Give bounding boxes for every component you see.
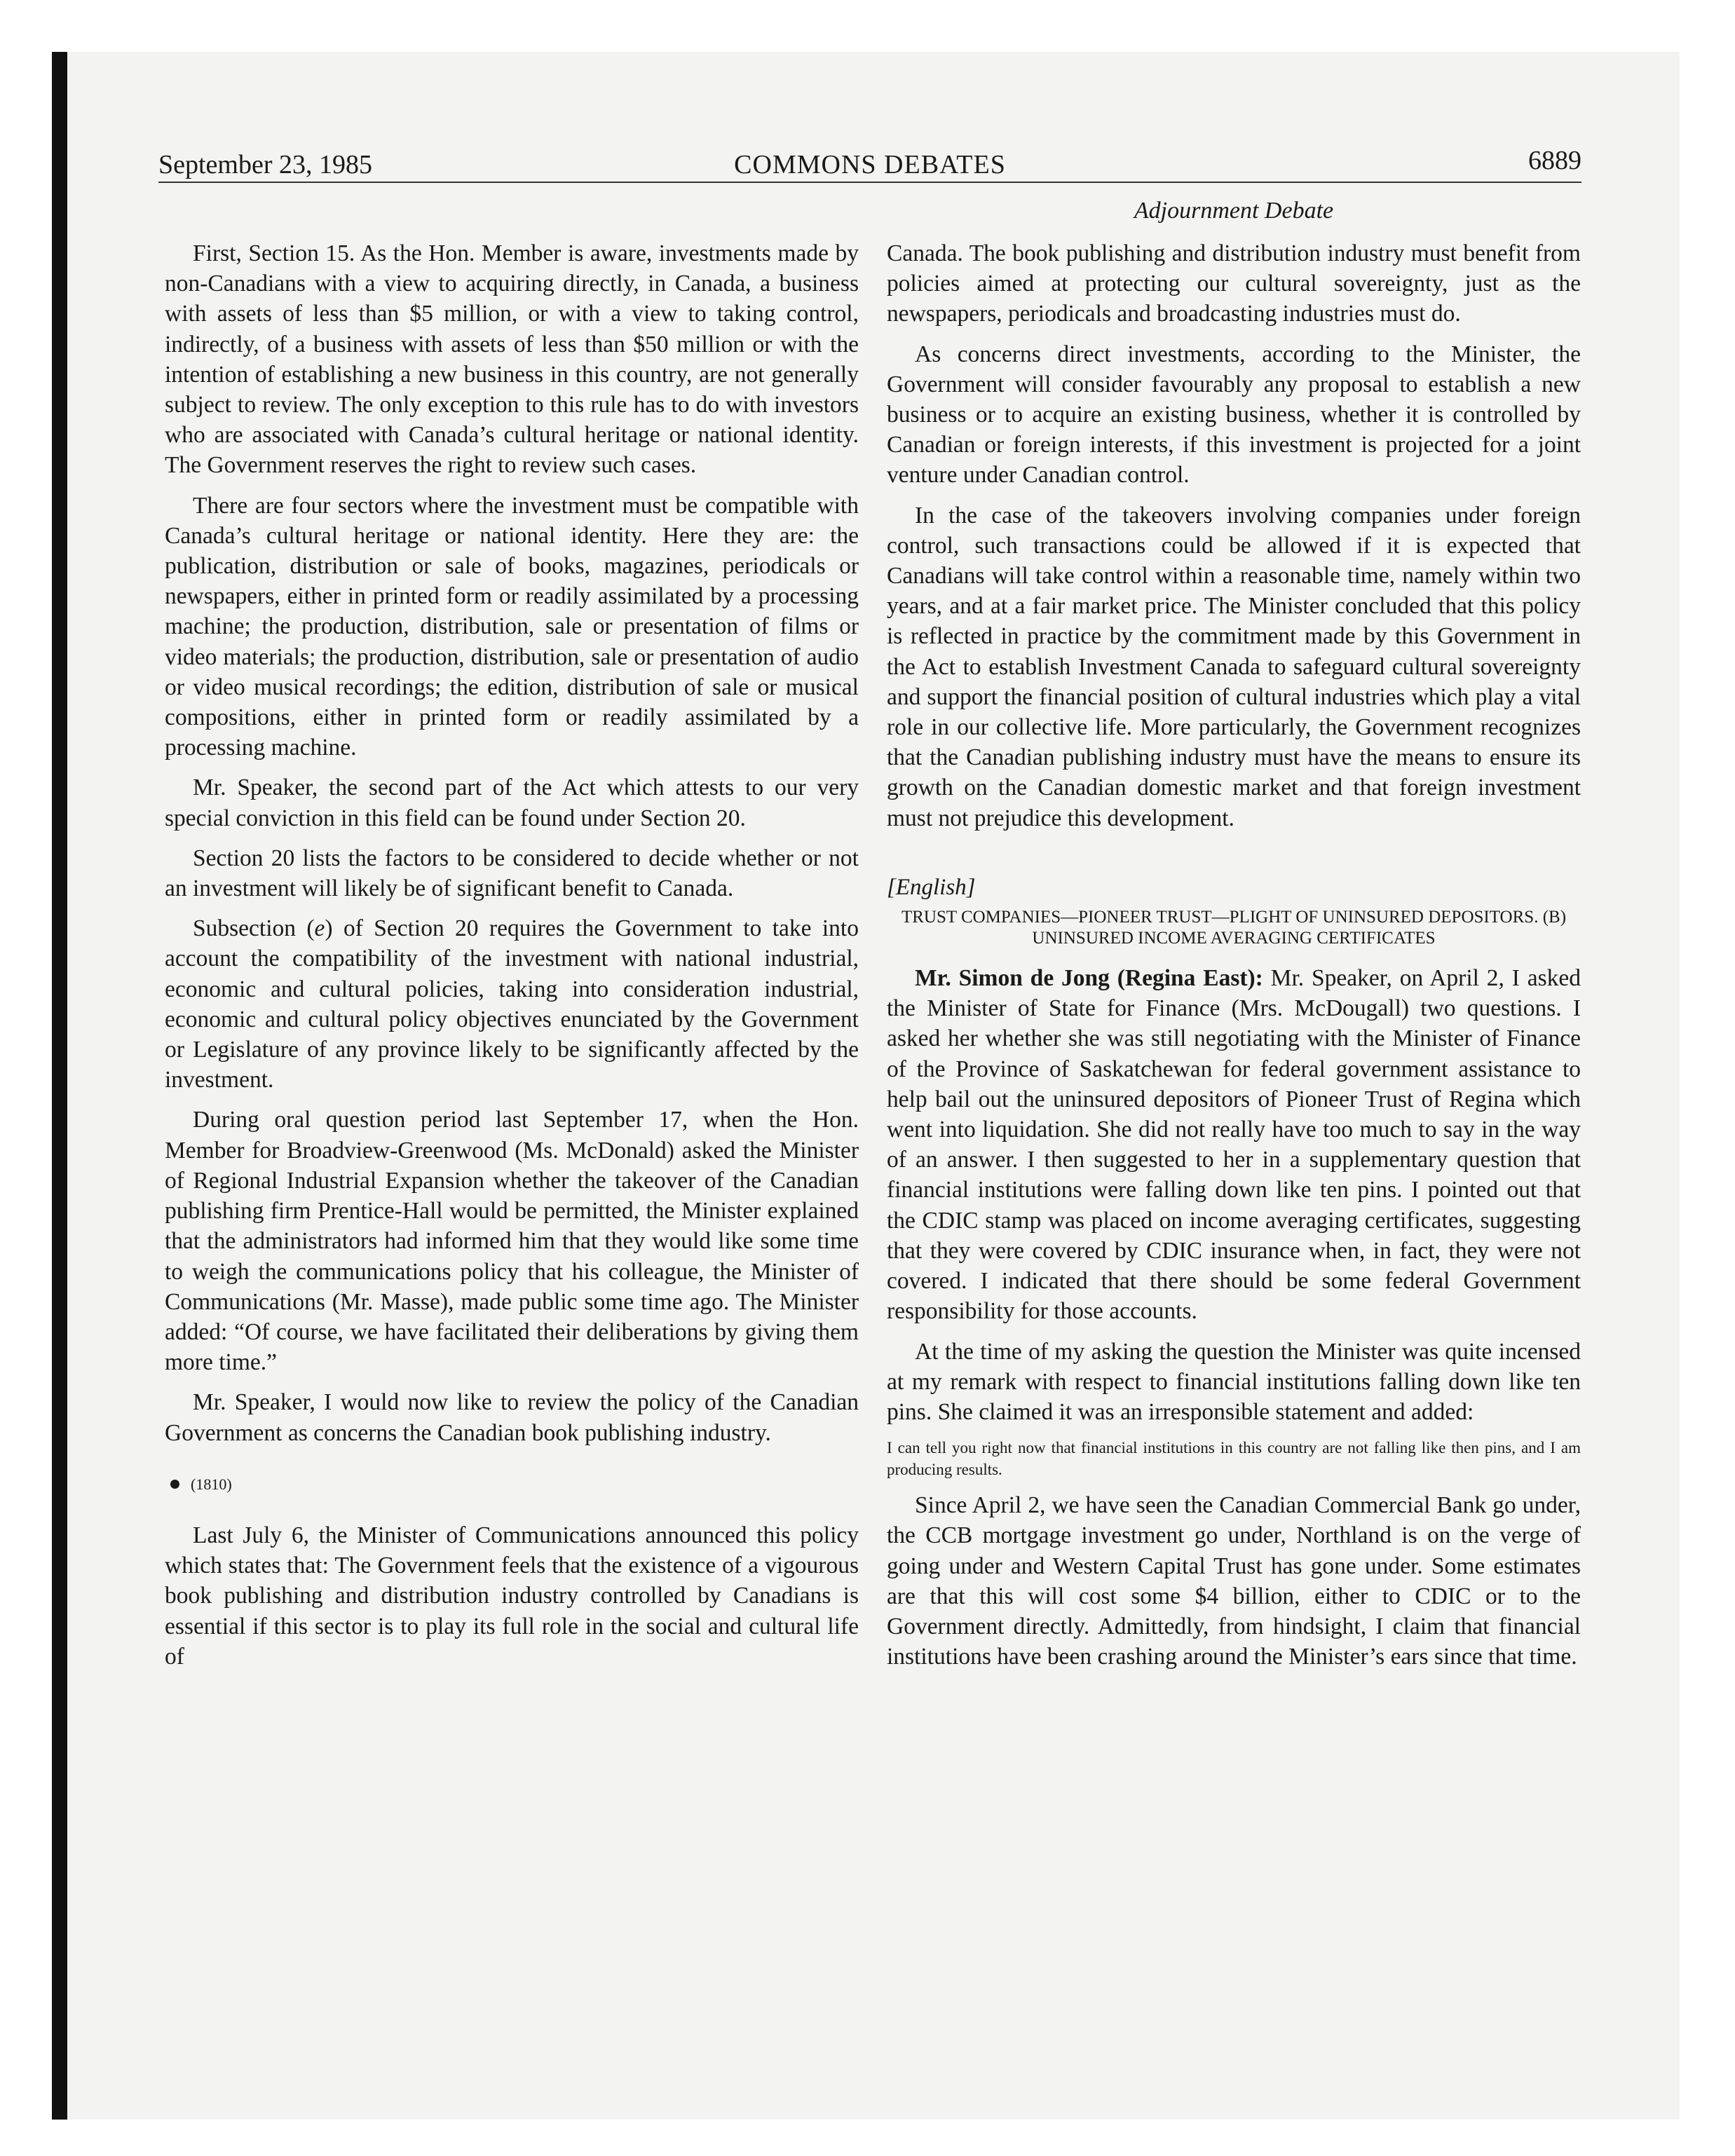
paragraph: As concerns direct investments, according to the Minister, the Government will consider favourably any proposal to establish a new business or to acquire an existing business, whether it is controlled by Canadian or foreign interests, if this investment is projected for a joint venture under Canadian control.	[887, 341, 1581, 489]
section-label: Adjournment Debate	[1134, 198, 1334, 224]
page-header	[158, 142, 1581, 183]
paragraph-text: Mr. Speaker, on April 2, I asked the Minister of State for Finance (Mrs. McDougall) two questions. I asked her whether she was still negotiating with the Minister of Finance of the Province of Saskatchewan for federal government assistance to help bail out the uninsured depositors of Pioneer Trust of Regina which went into liquidation. She did not really have too much to say in the way of an answer. I then suggested to her in a supplementary question that financial institutions were falling down like ten pins. I pointed out that the CDIC stamp was placed on income averaging certificates, suggesting that they were covered by CDIC insurance when, in fact, they were not covered. I indicated that there should be some federal Government responsibility for those accounts.	[887, 965, 1581, 1325]
header-date: September 23, 1985	[158, 150, 373, 179]
bullet-icon	[170, 1480, 179, 1489]
paragraph: Last July 6, the Minister of Communications announced this policy which states that: The Government feels that the existence of a vigourous book publishing and distribution industry controlled by Canadians is essential if this sector is to play its full role in the social and cultural life of	[165, 1522, 859, 1670]
paragraph-text: ) of Section 20 requires the Government to take into account the compatibility of the investment with national industrial, economic and cultural policies, taking into consideration industrial, economic and cultural policy objectives enunciated by the Government or Legislature of any province likely to be significantly affected by the investment.	[165, 915, 859, 1093]
paragraph: Section 20 lists the factors to be considered to decide whether or not an investment will likely be of significant benefit to Canada.	[165, 845, 859, 902]
paragraph: First, Section 15. As the Hon. Member is aware, investments made by non-Canadians with a view to acquiring directly, in Canada, a business with assets of less than $5 million, or with a view to taking control, indirectly, of a business with assets of less than $50 million or with the intention of establishing a new business in this country, are not generally subject to review. The only exception to this rule has to do with investors who are associated with Canada’s cultural heritage or national identity. The Government reserves the right to review such cases.	[165, 240, 859, 479]
paragraph: Mr. Speaker, the second part of the Act which attests to our very special conviction in this field can be found under Section 20.	[165, 775, 859, 831]
paragraph: During oral question period last September 17, when the Hon. Member for Broadview-Greenwood (Ms. McDonald) asked the Minister of Regional Industrial Expansion whether the takeover of the Canadian publishing firm Prentice-Hall would be permitted, the Minister explained that the administrators had informed him that they would like some time to weigh the communications policy that his colleague, the Minister of Communications (Mr. Masse), made public some time ago. The Minister added: “Of course, we have facilitated their deliberations by giving them more time.”	[165, 1107, 859, 1376]
language-tag: [English]	[887, 874, 976, 900]
time-marker-text: (1810)	[191, 1475, 232, 1493]
block-quote: I can tell you right now that financial institutions in this country are not falling like then pins, and I am producing results.	[887, 1439, 1581, 1479]
italic-letter: e	[314, 915, 325, 942]
paragraph: Since April 2, we have seen the Canadian Commercial Bank go under, the CCB mortgage investment go under, Northland is on the verge of going under and Western Capital Trust has gone under. Some estimates are that this will cost some $4 billion, either to CDIC or to the Government directly. Admittedly, from hindsight, I claim that financial institutions have been crashing around the Minister’s ears since that time.	[887, 1492, 1581, 1670]
left-column	[165, 238, 859, 1681]
section-heading: TRUST COMPANIES—PIONEER TRUST—PLIGHT OF UNINSURED DEPOSITORS. (B) UNINSURED INCOME AVERAGING CERTIFICATES	[901, 908, 1567, 948]
paragraph: In the case of the takeovers involving companies under foreign control, such transactions could be allowed if it is expected that Canadians will take control within a reasonable time, namely within two years, and at a fair market price. The Minister concluded that this policy is reflected in practice by the commitment made by this Government in the Act to establish Investment Canada to safeguard cultural sovereignty and support the financial position of cultural industries which play a vital role in our collective life. More particularly, the Government recognizes that the Canadian publishing industry must have the means to ensure its growth on the Canadian domestic market and that foreign investment must not prejudice this development.	[887, 502, 1581, 831]
speaker-name: Mr. Simon de Jong (Regina East):	[915, 965, 1263, 992]
paragraph	[165, 913, 859, 1095]
paragraph	[887, 963, 1581, 1326]
page-number: 6889	[1528, 146, 1581, 175]
paragraph-continuation: Canada. The book publishing and distribution industry must benefit from policies aimed at protecting our cultural sovereignty, just as the newspapers, periodicals and broadcasting industries must do.	[887, 240, 1581, 327]
paragraph: There are four sectors where the investment must be compatible with Canada’s cultural heritage or national identity. Here they are: the publication, distribution or sale of books, magazines, periodicals or newspapers, either in printed form or readily assimilated by a processing machine; the production, distribution, sale or presentation of films or video materials; the production, distribution, sale or presentation of audio or video musical recordings; the edition, distribution of sale or musical compositions, either in printed form or readily assimilated by a processing machine.	[165, 492, 859, 761]
paragraph: At the time of my asking the question the Minister was quite incensed at my remark with respect to financial institutions falling down like ten pins. She claimed it was an irresponsible statement and added:	[887, 1338, 1581, 1425]
scan-edge	[52, 52, 67, 2120]
paragraph-text: Subsection (	[193, 915, 315, 942]
right-column	[887, 238, 1581, 1681]
header-title: COMMONS DEBATES	[734, 150, 1006, 179]
time-marker	[165, 1469, 859, 1499]
paragraph: Mr. Speaker, I would now like to review the policy of the Canadian Government as concerns the Canadian book publishing industry.	[165, 1389, 859, 1446]
